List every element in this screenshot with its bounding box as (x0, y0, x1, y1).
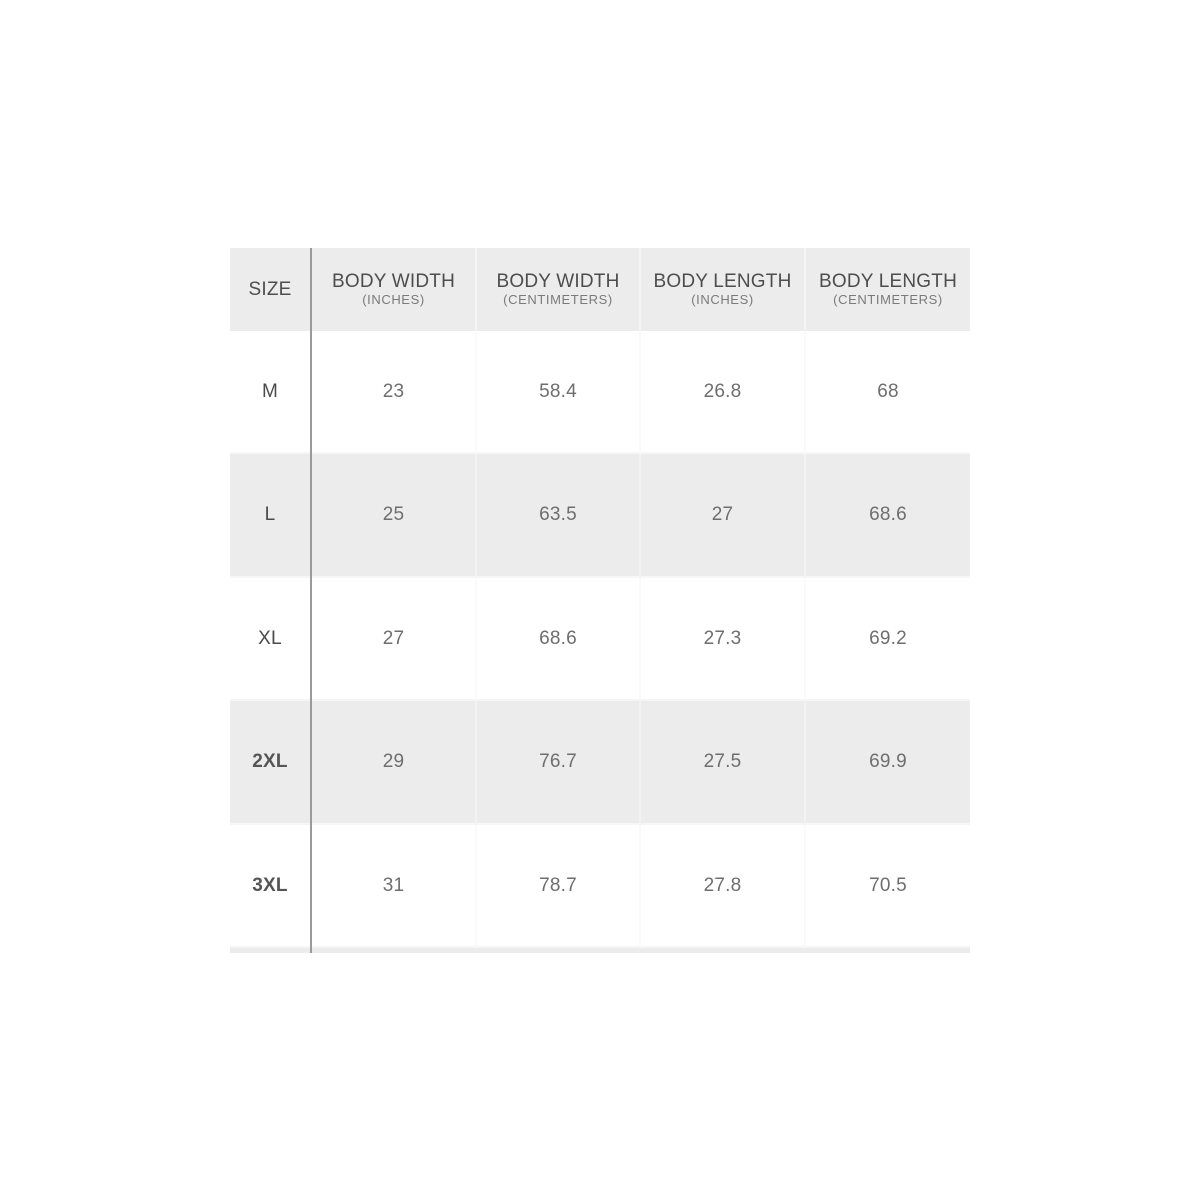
width-cm-cell: 58.4 (477, 331, 641, 454)
header-body-width-centimeters (477, 248, 641, 331)
header-title: BODY WIDTH (496, 271, 620, 292)
size-cell (230, 454, 312, 578)
width-inches-cell: 27 (312, 578, 477, 701)
size-column-divider (310, 248, 312, 953)
length-inches-cell: 27.3 (641, 578, 806, 701)
width-cm-cell: 76.7 (477, 701, 641, 825)
size-chart-table (230, 248, 970, 953)
length-cm-cell: 69.9 (806, 701, 970, 825)
width-cm-cell: 63.5 (477, 454, 641, 578)
width-inches-cell: 29 (312, 701, 477, 825)
header-body-width-inches (312, 248, 477, 331)
size-label: M (261, 380, 279, 402)
header-title: BODY LENGTH (653, 271, 792, 292)
table-bottom-strip (230, 948, 970, 953)
length-cm-cell: 68 (806, 331, 970, 454)
header-unit: (CENTIMETERS) (503, 292, 613, 307)
width-cm-cell: 78.7 (477, 825, 641, 948)
size-label: XL (258, 627, 282, 649)
width-inches-cell: 31 (312, 825, 477, 948)
size-label: L (264, 504, 276, 525)
length-cm-cell: 69.2 (806, 578, 970, 701)
size-label: 3XL (252, 874, 288, 896)
length-inches-cell: 26.8 (641, 331, 806, 454)
width-inches-cell: 23 (312, 331, 477, 454)
size-cell (230, 825, 312, 948)
length-cm-cell: 68.6 (806, 454, 970, 578)
header-unit: (CENTIMETERS) (833, 292, 943, 307)
header-body-length-inches (641, 248, 806, 331)
length-inches-cell: 27 (641, 454, 806, 578)
length-cm-cell: 70.5 (806, 825, 970, 948)
header-size-title: SIZE (248, 278, 292, 300)
header-unit: (INCHES) (691, 292, 754, 307)
header-title: BODY WIDTH (331, 271, 456, 292)
header-unit: (INCHES) (362, 292, 425, 307)
header-body-length-centimeters (806, 248, 970, 331)
size-cell (230, 701, 312, 825)
length-inches-cell: 27.5 (641, 701, 806, 825)
width-cm-cell: 68.6 (477, 578, 641, 701)
header-size (230, 248, 312, 331)
width-inches-cell: 25 (312, 454, 477, 578)
size-label: 2XL (252, 751, 288, 772)
length-inches-cell: 27.8 (641, 825, 806, 948)
size-cell (230, 578, 312, 701)
size-cell (230, 331, 312, 454)
header-title: BODY LENGTH (818, 271, 958, 292)
